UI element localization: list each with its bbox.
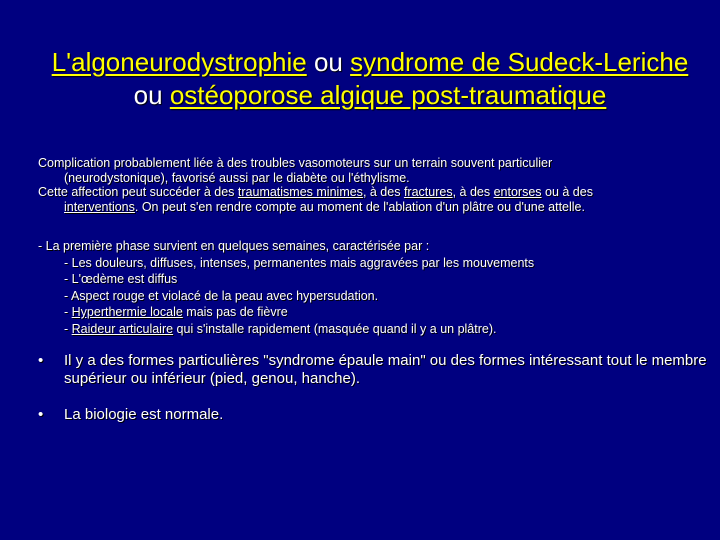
intro-paragraph (38, 156, 698, 214)
phase-heading: - La première phase survient en quelques semaines, caractérisée par : (38, 239, 430, 253)
bullet-item (38, 406, 708, 424)
phase-item-text: qui s'installe rapidement (masquée quand il y a un plâtre). (173, 321, 497, 336)
slide-title (40, 46, 700, 112)
title-separator: ou (133, 80, 170, 110)
intro-line: (neurodystonique), favorisé aussi par le diabète ou l'éthylisme. (64, 170, 410, 185)
intro-text: , à des (452, 185, 494, 199)
bullet-icon: • (38, 352, 44, 369)
intro-text: , à des (362, 185, 404, 199)
phase-item (38, 304, 698, 321)
first-phase-section (38, 238, 698, 337)
bullet-text: Il y a des formes particulières "syndrome épaule main" ou des formes intéressant tout le membre supérieur ou inférieur (pied, genou, hanche). (64, 352, 707, 387)
phase-item-text: mais pas de fièvre (182, 305, 288, 319)
intro-line (38, 200, 698, 215)
bullet-text: La biologie est normale. (64, 406, 224, 423)
title-link-algoneurodystrophie[interactable]: L'algoneurodystrophie (51, 47, 307, 77)
link-entorses[interactable]: entorses (493, 185, 542, 199)
title-link-osteoporose[interactable]: ostéoporose algique post-traumatique (169, 80, 607, 110)
phase-item: - L'œdème est diffus (64, 272, 178, 286)
bullet-icon: • (38, 406, 44, 423)
link-fractures[interactable]: fractures (403, 185, 453, 199)
link-interventions[interactable]: interventions (64, 199, 135, 214)
link-raideur-articulaire[interactable]: Raideur articulaire (71, 321, 174, 336)
title-separator: ou (306, 47, 351, 77)
phase-item: - Les douleurs, diffuses, intenses, permanentes mais aggravées par les mouvements (64, 255, 535, 270)
phase-item (38, 321, 698, 338)
link-traumatismes-minimes[interactable]: traumatismes minimes (237, 185, 363, 199)
link-hyperthermie-locale[interactable]: Hyperthermie locale (71, 305, 183, 319)
phase-item-prefix: - (64, 305, 72, 319)
phase-item-prefix: - (64, 321, 72, 336)
title-link-sudeck-leriche[interactable]: syndrome de Sudeck-Leriche (350, 47, 689, 77)
phase-item: - Aspect rouge et violacé de la peau avec hypersudation. (64, 288, 379, 303)
intro-text: ou à des (541, 185, 593, 199)
intro-text: Cette affection peut succéder à des (38, 185, 238, 199)
bullet-item (38, 352, 708, 388)
intro-line: Complication probablement liée à des troubles vasomoteurs sur un terrain souvent particulier (38, 156, 553, 170)
intro-text: . On peut s'en rendre compte au moment de l'ablation d'un plâtre ou d'une attelle. (134, 199, 585, 214)
